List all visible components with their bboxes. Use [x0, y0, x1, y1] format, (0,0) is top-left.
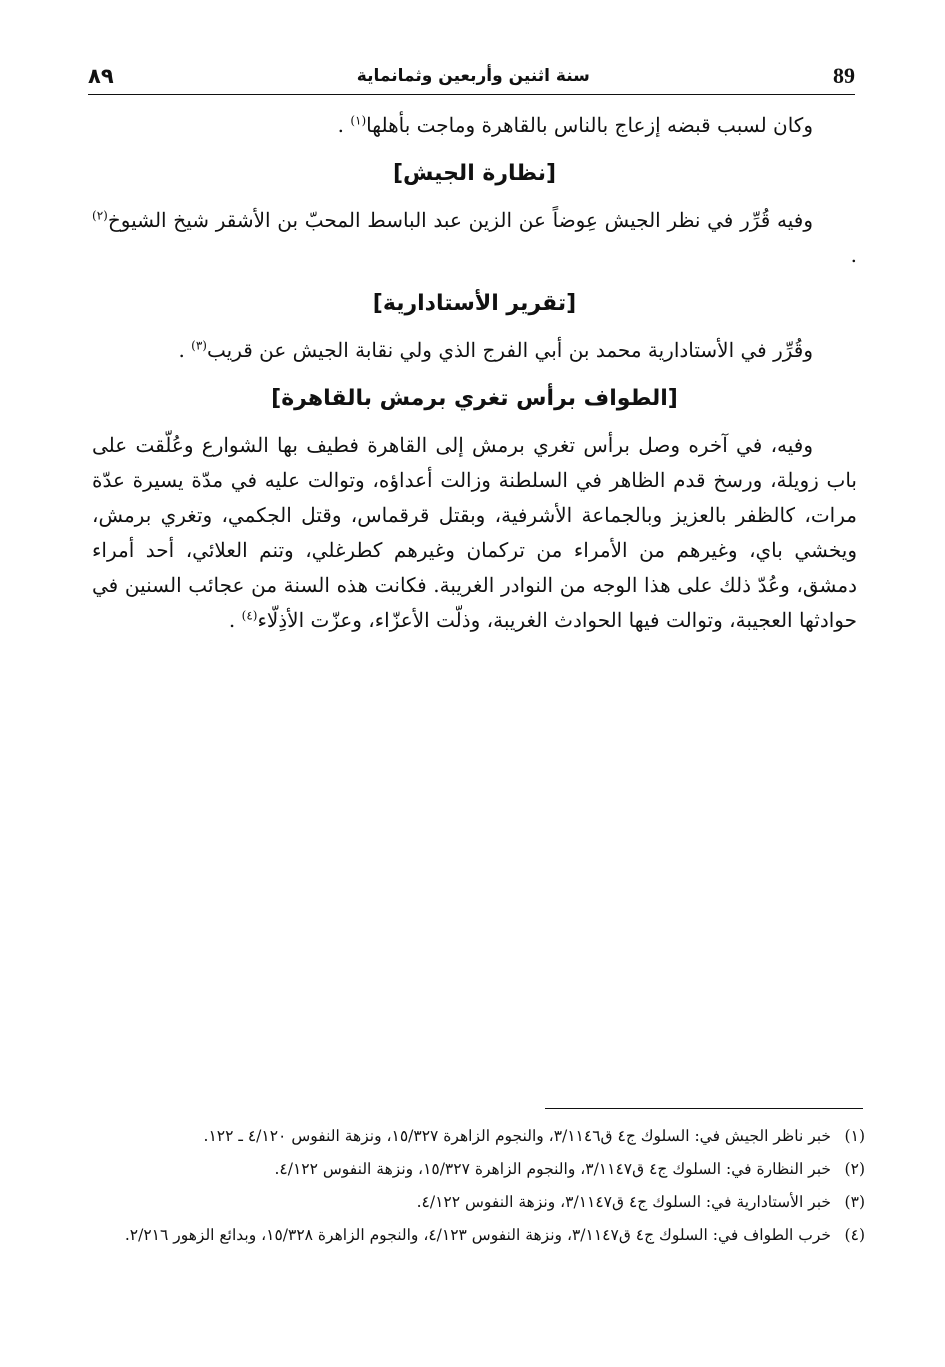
page-header — [88, 58, 855, 95]
footnote-item — [92, 1155, 865, 1184]
footnotes — [92, 1122, 865, 1254]
footnote-text: خبر الأستادارية في: السلوك ج٤ ق٣/١١٤٧، ونزهة النفوس ٤/١٢٢. — [416, 1193, 831, 1211]
footnote-number: (٢) — [844, 1160, 865, 1178]
running-title: سنة اثنين وأربعين وثمانماية — [356, 66, 590, 86]
footnote-item — [92, 1188, 865, 1217]
footnote-text: خبر ناظر الجيش في: السلوك ج٤ ق٣/١١٤٦، والنجوم الزاهرة ١٥/٣٢٧، ونزهة النفوس ٤/١٢٠ ـ ١٢٢. — [203, 1127, 831, 1145]
paragraph-army-supervision: وفيه قُرِّر في نظر الجيش عِوضاً عن الزين عبد الباسط المحبّ بن الأشقر شيخ الشيوخ$^{(٢)}$ . — [92, 208, 857, 267]
page-number-latin: 89 — [833, 63, 855, 88]
footnote-item — [92, 1122, 865, 1151]
footnote-text: خبر النظارة في: السلوك ج٤ ق٣/١١٤٧، والنجوم الزاهرة ١٥/٣٢٧، ونزهة النفوس ٤/١٢٢. — [274, 1160, 831, 1178]
footnote-number: (١) — [844, 1127, 865, 1145]
footnote-number: (٤) — [844, 1226, 865, 1244]
main-text — [92, 108, 857, 638]
footnote-ref[interactable]: (١) — [350, 113, 367, 128]
footnote-item — [92, 1221, 865, 1250]
section-heading-ustadariya: [تقرير الأستادارية] — [372, 291, 577, 316]
footnote-ref[interactable]: (٢) — [92, 208, 108, 223]
footnote-text: خرب الطواف في: السلوك ج٤ ق٣/١١٤٧، ونزهة النفوس ٤/١٢٣، والنجوم الزاهرة ١٥/٣٢٨، وبدائع الزهور ٢/٢١٦. — [124, 1226, 831, 1244]
paragraph-procession: وفيه، في آخره وصل برأس تغري برمش إلى القاهرة فطيف بها الشوارع وعُلّقت على باب زويلة، ورسخ قدم الظاهر في السلطنة وزالت أعداؤه، وتوالت عليه في مدّة يسيرة عدّة مرات، كالظفر بالعزيز وبالجماعة الأشرفية، وبقتل قرقماس، وقتل الجكمي، وتغري برمش، ويخشي باي، وغيرهم من الأمراء من تركمان وغيرهم كطرغلي، وتنم العلائي، أحد أمراء دمشق، وعُدّ ذلك على هذا الوجه من النوادر الغريبة. فكانت هذه السنة من عجائب السنين في حوادثها العجيبة، وتوالت فيها الحوادث الغريبة، وذلّت الأعزّاء، وعزّت الأذِلّاء$^{(٤)}$ . — [92, 433, 857, 632]
page-number-arabic: ٨٩ — [88, 64, 114, 88]
section-heading-army-supervision: [نظارة الجيش] — [392, 161, 557, 186]
footnote-number: (٣) — [844, 1193, 865, 1211]
footnote-ref[interactable]: (٤) — [241, 608, 258, 623]
paragraph-intro: وكان لسبب قبضه إزعاج بالناس بالقاهرة وماجت بأهلها$^{(١)}$ . — [337, 113, 813, 137]
footnote-divider — [545, 1108, 863, 1109]
paragraph-ustadariya: وقُرِّر في الأستادارية محمد بن أبي الفرج الذي ولي نقابة الجيش عن قريب$^{(٣)}$ . — [178, 338, 813, 362]
footnote-ref[interactable]: (٣) — [191, 338, 207, 353]
section-heading-procession: [الطواف برأس تغري برمش بالقاهرة] — [271, 386, 678, 411]
